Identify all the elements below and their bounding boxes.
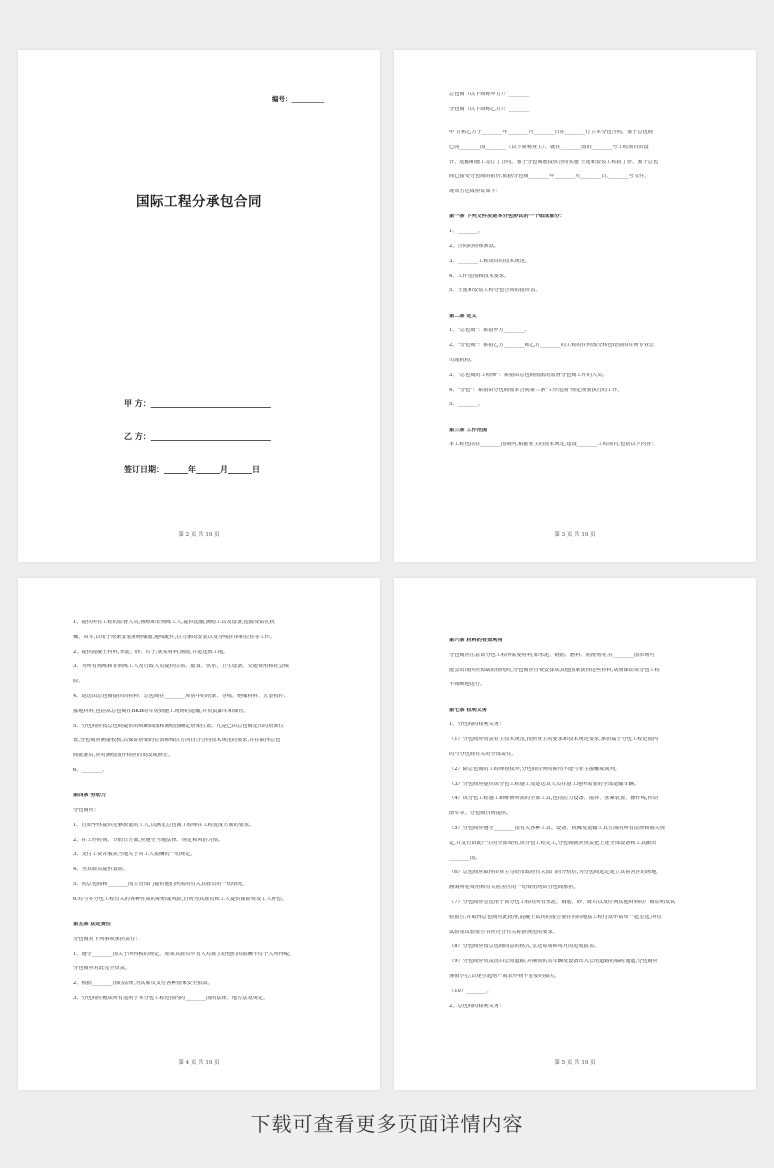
section-heading: 第四条 劳动力 — [73, 793, 106, 799]
paragraph-line: 分包商应注意该分包工程所需要材料,如水泥、钢筋、燃料、润滑剂等,在________国市场可 — [449, 652, 655, 658]
paragraph-line: 6.对与本分包工程有关的各种性质的索赔或风险,自费为其雇员和工人提供保险费及工人补偿。 — [73, 896, 288, 902]
paragraph-line: 计、运输和施工签订了合同。鉴于分包商愿投该合同实施 土建和安装工程报了价，鉴于总包 — [449, 159, 659, 165]
paragraph-line: 司或机构。 — [449, 357, 475, 363]
page-content — [449, 92, 708, 457]
paragraph-line: 3、________工程项目的技术规范。 — [449, 258, 531, 264]
paragraph-line: 1、________。 — [449, 229, 484, 235]
paragraph-line: 5、________。 — [449, 402, 484, 408]
paragraph-line: 3、"总包商的工程师"：系指由总包商指派的监督分包商工作的人员。 — [449, 372, 608, 378]
contract-number-label: 编号：__________ — [272, 95, 324, 103]
paragraph-line: 置,分包商应测量校核,以保证塔架的位置和线位方向符合合同技术规范的要求,并在取得总包 — [73, 738, 281, 744]
paragraph-line: ________国。 — [449, 855, 481, 861]
paragraph-line: 2、提供混凝土材料,水泥、砂、石子,灰浆材料,钢筋,并运送到工地。 — [73, 649, 229, 655]
section-heading: 第五条 法定责任 — [73, 921, 112, 927]
paragraph-line: 分包商对下列事项承担责任： — [73, 936, 141, 942]
paragraph-line: 5、土建和安装工程分包合同的报价表。 — [449, 288, 541, 294]
page-footer: 第 3 页 共 10 页 — [554, 532, 596, 538]
document-page-4 — [18, 578, 380, 1090]
paragraph-line: （9）分包商应负责清扫公用道路,并铺筑供其车辆及设备出入公用道路的临时通道,分包商应 — [449, 959, 658, 965]
page-footer: 第 5 页 共 10 页 — [554, 1060, 596, 1066]
paragraph-line: 6、________。 — [73, 767, 108, 773]
paragraph-line: （3）分包商应提供该分包工程施工及运送其人员往返工地所需要的全部运输车辆。 — [449, 781, 640, 787]
party-a-field: 甲 方：______________________________ — [124, 398, 271, 408]
paragraph-line: 3、分包商应履从所有适用于本分包工程范围内的________国的法律、地方法及规定。 — [73, 995, 269, 1001]
download-more-caption[interactable]: 下载可查看更多页面详情内容 — [250, 1112, 524, 1136]
paragraph-line: 险。 — [73, 679, 84, 685]
paragraph-line: （6）总包商应取得由业主写给市政府有关部门的介绍信,为分包商选定建立其宿舍区的场地, — [449, 870, 658, 876]
contract-title: 国际工程分承包合同 — [136, 194, 262, 210]
paragraph-line: 4、工作范围和技术要求。 — [449, 273, 510, 279]
paragraph-line: 已同________国________（以下简称业主），就在________国的________号工程项目的设 — [449, 144, 649, 150]
paragraph-line: 商批准后,应对测绘图作相应的更改或修正。 — [73, 753, 174, 759]
paragraph-line: （2）除总包商的工程师授权外,分包商任何时候均不能与业主接触或谈判。 — [449, 766, 620, 772]
paragraph-line: 接地材料,包括从总包商在BKB的车房到施工现场的运输,并负责卸车和保管。 — [73, 708, 249, 714]
paragraph-line: 现双方达成协议如下： — [449, 189, 501, 195]
paragraph-line: 2、合同的特殊条款。 — [449, 243, 499, 249]
section-heading: 第六条 材料的有效利用 — [449, 638, 503, 643]
paragraph-line: 2、"分包商"：系指乙方________和乙方________的工程的任何部分转包给别的任何专业公 — [449, 343, 655, 349]
paragraph-line: 械、吊车,以用于塔架安装和绝缘器,地线配件,拉力条的安装以及导线挂串和拉直等工作。 — [73, 634, 276, 640]
paragraph-line: （7）分包商应呈送用于该分包工程的所有水泥、钢筋、砂、砾石以及任何其他材料的厂商证明及试 — [449, 899, 676, 905]
paragraph-line: 4、"分包"：系指由分包商按本合同第三条"工作范围"规定而要执行的工作。 — [449, 387, 623, 393]
paragraph-line: 谨慎小心,以免引起财产或农作物不必要的损失。 — [449, 973, 560, 979]
section-heading: 第三条 工作范围 — [449, 427, 488, 433]
paragraph-line: （10）________。 — [449, 988, 492, 994]
paragraph-line: 验报告,并取得总包商对此批准,混凝土试块的报告要在向同地基工程付款申请单一起呈送,所有 — [449, 914, 662, 920]
paragraph-line: 定,并支付由此产生的全部费用,该分包工程完工,分包商就应负责把上述全部设备和工具撤出 — [449, 840, 657, 846]
paragraph-line: 本工程包括在________国境内,根据业主的技术规定,建设________工程项目,包括以下内容： — [449, 442, 657, 448]
paragraph-line: 3、为所有熟练和非熟练工人及行政人员提供住宿、膳食、供水、卫生设备、交通费用和社会保 — [73, 664, 289, 670]
paragraph-line: 1、提供所有工程的监督人员,熟练和非熟练工人,提供运输,测绘工具及设备,挖掘及钻孔机 — [73, 620, 275, 625]
paragraph-line: 1、遵守________国关于所得税的规定。如果其雇员中有人对雇主给他们的报酬不付个人所得税, — [73, 951, 291, 957]
paragraph-line: （8）分包商应按总包商同意的格式,呈送每周和每月的进度报表。 — [449, 944, 600, 950]
document-page-3 — [394, 50, 756, 562]
party-b-field: 乙 方：______________________________ — [124, 431, 271, 441]
paragraph-line: （4）该分包工程施工和维修所需的全部工具,包括拉力设备、搅拌、张紧装置、操作线,传动 — [449, 796, 658, 802]
paragraph-line: 5、分包商应按总包商提供的纵断面图和测绘图确定塔架位置。凡是已由总包商定出的塔架位 — [73, 723, 284, 729]
paragraph-line: 3、支付工资并服从当地关于对工人报酬的一切规定。 — [73, 852, 196, 858]
section-heading: 第一条 下列文件应是本分包协议的一个组成部分： — [449, 214, 565, 220]
paragraph-line: 2、总包商的权利义务： — [449, 1003, 505, 1009]
paragraph-line: 商已接受分包商的报价,依据分包商________年________月________日,________号文件, — [449, 174, 646, 180]
section-heading: 第二条 定义 — [449, 313, 477, 319]
page-footer: 第 2 页 共 10 页 — [178, 532, 220, 538]
paragraph-line: 试验及试验报告书应符合有关标准规范的要求。 — [449, 929, 558, 935]
document-page-5 — [394, 578, 756, 1090]
paragraph-line: 1、"总包商"：系指甲方________。 — [449, 328, 530, 334]
page-content — [73, 620, 332, 1011]
paragraph-line: 2、根据________国的法律,为其雇员支付各种国家安全捐款。 — [73, 981, 213, 987]
paragraph-line: 2、在工作时间、节假日方面,应遵守当地法律、规定和风俗习惯。 — [73, 837, 224, 843]
page-content — [449, 620, 708, 1018]
paragraph-line: 总包商（以下简称甲方）：________ — [449, 92, 530, 97]
paragraph-line: 1、分包商的权利义务： — [449, 722, 505, 728]
paragraph-line: 甲 方和乙方于________年________月________日在________订立本分包合同，鉴于总包商 — [449, 130, 653, 135]
paragraph-line: 分包商应： — [73, 807, 99, 813]
paragraph-line: 的与分包商有关的全部责任。 — [449, 751, 517, 757]
section-heading: 第七条 权利义务 — [449, 707, 488, 713]
paragraph-line: 4、为其雇员提供食宿。 — [73, 867, 129, 873]
paragraph-line: （5）分包商应遵守________国有关各种工具、设备、机械及运输工具方面的所有法律和海关规 — [449, 825, 665, 831]
paragraph-line: 分包商（以下简称乙方）：________ — [449, 106, 530, 112]
paragraph-line: （1）分包商应负责业主技术规范,按照业主的要求和技术规范要求,承担属于分包工程范围内 — [449, 737, 658, 743]
paragraph-line: 4、运送由总包商提供的材料：总包商在________库房中的塔架、导线、绝缘材料、五金构件、 — [73, 693, 289, 699]
paragraph-line: 1、自始至终提供足够数量的工人,以满足总包商工程师在工程进度方面的要求。 — [73, 822, 255, 828]
sign-date-field: 签订日期：______年______月______日 — [124, 464, 260, 474]
paragraph-line: 5、向总包商和________国主管部门提供他们所需的有关其雇员的一切情况。 — [73, 881, 248, 887]
paragraph-line: 分包商应对此完全负责。 — [73, 966, 131, 972]
paragraph-line: 滑车等。分包商自费提供。 — [449, 811, 512, 817]
page-footer: 第 4 页 共 10 页 — [178, 1060, 220, 1066]
paragraph-line: 涵洞所花费用和有关宿舍区的一切费用均由分包商承担。 — [449, 885, 579, 891]
document-page-cover — [18, 50, 380, 562]
paragraph-line: 不间断地进行。 — [449, 682, 486, 688]
paragraph-line: 能会出现供应短缺的情况时,分包商应自费安排从其他国家获得这些材料,从而保证该分包工程 — [449, 667, 660, 673]
